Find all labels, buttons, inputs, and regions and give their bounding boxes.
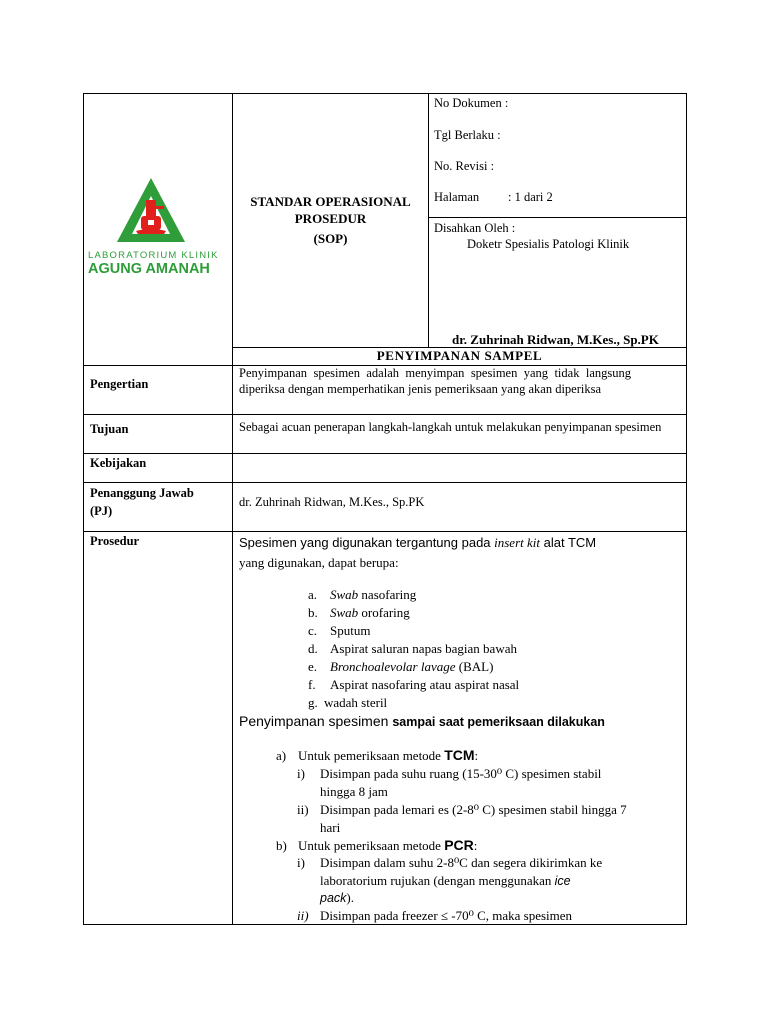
storage-heading-2: sampai saat pemeriksaan dilakukan: [392, 715, 605, 729]
method-text: Untuk pemeriksaan metode: [298, 838, 445, 853]
sop-title-line1: STANDAR OPERASIONAL: [250, 194, 411, 209]
intro-italic: insert kit: [494, 535, 540, 550]
kebijakan-label: Kebijakan: [90, 456, 147, 470]
item-text: hingga 8 jam: [320, 784, 388, 799]
specimen-text: Aspirat saluran napas bagian bawah: [330, 641, 517, 656]
method-a-item-line2: [320, 820, 340, 836]
specimen-marker: d.: [308, 641, 318, 656]
specimen-text: Sputum: [330, 623, 371, 638]
item-marker: ii): [297, 908, 309, 923]
divider-h-pj-top: [83, 482, 687, 483]
specimen-item: [308, 677, 519, 693]
specimen-item: [308, 605, 410, 621]
specimen-text: orofaring: [358, 605, 410, 620]
divider-meta: [428, 217, 687, 218]
specimen-marker: f.: [308, 677, 316, 692]
method-b-item-line1: [320, 908, 572, 924]
tujuan-label: Tujuan: [90, 422, 129, 436]
specimen-marker: b.: [308, 605, 318, 620]
method-a-item-line1: [320, 802, 627, 818]
disahkan-label: Disahkan Oleh :: [434, 221, 516, 235]
item-text: Disimpan dalam suhu 2-8⁰C dan segera dikirimkan ke: [320, 855, 603, 870]
sop-title-line2: PROSEDUR: [294, 211, 367, 226]
signatory-name: dr. Zuhrinah Ridwan, M.Kes., Sp.PK: [452, 332, 659, 347]
specimen-marker: e.: [308, 659, 318, 674]
method-marker: b): [276, 838, 287, 853]
method-a-item-line2: [320, 784, 388, 800]
method-b-item-line1: [320, 855, 602, 871]
item-text: Disimpan pada suhu ruang (15-30⁰ C) spesimen stabil: [320, 766, 602, 781]
item-italic: pack: [320, 891, 347, 905]
specimen-marker: c.: [308, 623, 318, 638]
halaman-label: Halaman: [434, 190, 480, 204]
specimen-italic: Bronchoalevolar lavage: [330, 659, 456, 674]
specimen-marker: a.: [308, 587, 318, 602]
divider-h-kebijakan-top: [83, 453, 687, 454]
item-text: Disimpan pada lemari es (2-8⁰ C) spesimen stabil hingga 7: [320, 802, 627, 817]
specimen-italic: Swab: [330, 605, 359, 620]
method-a-item-marker: [297, 766, 305, 782]
tujuan-text: Sebagai acuan penerapan langkah-langkah untuk melakukan penyimpanan spesimen: [239, 420, 662, 434]
table-border-left: [83, 93, 84, 925]
pj-label-line1: Penanggung Jawab: [90, 486, 194, 500]
sop-title-line3: (SOP): [313, 231, 348, 246]
pengertian-text: Penyimpanan spesimen adalah menyimpan spesimen yang tidak langsung diperiksa dengan memperhatikan jenis pemeriksaan yang akan diperiksa: [239, 366, 631, 396]
no-revisi-label: No. Revisi :: [434, 159, 495, 173]
divider-h-tujuan-top: [83, 414, 687, 415]
method-a-item-marker: [297, 802, 309, 818]
tgl-berlaku-label: Tgl Berlaku :: [434, 128, 501, 142]
logo-text-line1: LABORATORIUM KLINIK: [88, 250, 219, 261]
intro-text-1: Spesimen yang digunakan tergantung pada: [239, 535, 495, 550]
method-b-item-marker: [297, 908, 309, 924]
method-marker: a): [276, 748, 287, 763]
specimen-text: Aspirat nasofaring atau aspirat nasal: [330, 677, 520, 692]
item-marker: ii): [297, 802, 309, 817]
pj-label-line2: (PJ): [90, 504, 113, 518]
pengertian-label: Pengertian: [90, 377, 149, 391]
specimen-text: (BAL): [455, 659, 494, 674]
specimen-item: [308, 695, 387, 711]
disahkan-role: Doketr Spesialis Patologi Klinik: [467, 237, 630, 251]
divider-h-prosedur-top: [83, 531, 687, 532]
divider-v2: [428, 93, 429, 347]
prosedur-intro-line2: yang digunakan, dapat berupa:: [239, 555, 399, 570]
method-a-item-line1: [320, 766, 601, 782]
specimen-text: wadah steril: [324, 695, 388, 710]
item-text: hari: [320, 820, 341, 835]
prosedur-intro-line1: [239, 535, 596, 551]
specimen-item: [308, 641, 517, 657]
method-suffix: :: [473, 838, 478, 853]
method-b-item-line3: [320, 890, 354, 906]
item-marker: i): [297, 855, 305, 870]
item-italic: ice: [554, 874, 571, 888]
method-name: PCR: [444, 837, 474, 853]
method-b-item-line2: [320, 873, 571, 889]
intro-text-2: alat TCM: [540, 535, 597, 550]
no-dokumen-label: No Dokumen :: [434, 96, 509, 110]
prosedur-label: Prosedur: [90, 534, 140, 548]
specimen-item: [308, 587, 416, 603]
item-text: ).: [346, 890, 354, 905]
logo-text-line2: AGUNG AMANAH: [88, 261, 210, 277]
storage-heading: [239, 713, 605, 730]
method-text: Untuk pemeriksaan metode: [298, 748, 445, 763]
pj-text: dr. Zuhrinah Ridwan, M.Kes., Sp.PK: [239, 495, 425, 509]
method-b-item-marker: [297, 855, 305, 871]
specimen-marker: g.: [308, 695, 318, 710]
table-border-top: [83, 93, 687, 94]
method-b-heading: [276, 837, 477, 854]
lab-logo-icon: [86, 178, 230, 248]
method-a-heading: [276, 747, 478, 764]
method-suffix: :: [474, 748, 479, 763]
specimen-text: nasofaring: [358, 587, 417, 602]
specimen-item: [308, 659, 493, 675]
table-border-bottom: [83, 924, 687, 925]
halaman-value: : 1 dari 2: [508, 190, 553, 204]
specimen-item: [308, 623, 370, 639]
item-marker: i): [297, 766, 305, 781]
method-name: TCM: [444, 747, 475, 763]
item-text: laboratorium rujukan (dengan menggunakan: [320, 873, 555, 888]
logo: [86, 178, 230, 278]
storage-heading-1: Penyimpanan spesimen: [239, 713, 393, 729]
item-text: Disimpan pada freezer ≤ -70⁰ C, maka spesimen: [320, 908, 573, 923]
section-title: PENYIMPANAN SAMPEL: [376, 348, 543, 363]
specimen-italic: Swab: [330, 587, 359, 602]
